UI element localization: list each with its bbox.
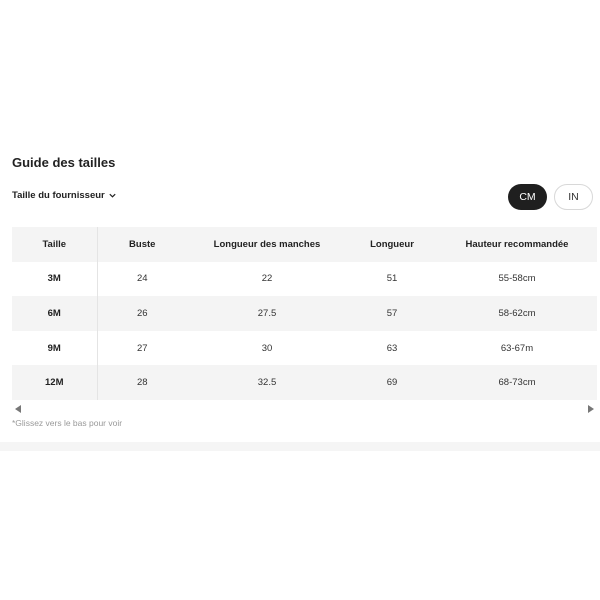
table-cell-size: 12M bbox=[12, 365, 97, 400]
scroll-hint: *Glissez vers le bas pour voir bbox=[12, 418, 123, 428]
size-table bbox=[12, 227, 598, 400]
unit-cm-button[interactable]: CM bbox=[508, 184, 547, 210]
table-cell-recommended-height: 63-67m bbox=[500, 342, 534, 354]
table-cell-sleeve-length: 22 bbox=[261, 273, 273, 285]
table-cell-recommended-height: 55-58cm bbox=[498, 273, 536, 285]
table-cell-size: 6M bbox=[12, 296, 97, 331]
column-header-recommended-height: Hauteur recommandée bbox=[437, 227, 597, 262]
table-cell-recommended-height: 68-73cm bbox=[437, 365, 597, 400]
section-divider bbox=[0, 442, 600, 451]
caret-right-icon[interactable] bbox=[587, 401, 595, 411]
table-cell-bust: 26 bbox=[97, 296, 187, 331]
table-cell-sleeve-length: 30 bbox=[261, 342, 273, 354]
column-header-size: Taille bbox=[12, 227, 97, 262]
table-row bbox=[12, 262, 597, 297]
column-header-length: Longueur bbox=[347, 227, 437, 262]
table-cell-sleeve-length: 27.5 bbox=[187, 296, 347, 331]
table-cell-length: 57 bbox=[347, 296, 437, 331]
table-cell-bust: 24 bbox=[136, 273, 148, 285]
table-cell-size: 3M bbox=[12, 262, 97, 297]
unit-in-button[interactable]: IN bbox=[554, 184, 593, 210]
column-header-sleeve-length: Longueur des manches bbox=[187, 227, 347, 262]
supplier-size-label: Taille du fournisseur bbox=[12, 190, 105, 201]
caret-left-icon[interactable] bbox=[14, 401, 22, 411]
table-header-row bbox=[12, 227, 597, 262]
table-cell-bust: 28 bbox=[97, 365, 187, 400]
table-row bbox=[12, 365, 597, 400]
column-header-bust: Buste bbox=[97, 227, 187, 262]
size-guide-title: Guide des tailles bbox=[12, 155, 116, 170]
table-row bbox=[12, 296, 597, 331]
table-cell-size: 9M bbox=[12, 331, 97, 366]
supplier-size-dropdown[interactable] bbox=[12, 190, 117, 201]
table-cell-recommended-height: 58-62cm bbox=[437, 296, 597, 331]
table-cell-bust: 27 bbox=[136, 342, 148, 354]
table-cell-length: 69 bbox=[347, 365, 437, 400]
unit-toggle bbox=[508, 184, 593, 210]
table-cell-length: 51 bbox=[386, 273, 398, 285]
chevron-down-icon bbox=[108, 191, 117, 200]
table-cell-length: 63 bbox=[386, 342, 398, 354]
table-row bbox=[12, 331, 597, 366]
table-cell-sleeve-length: 32.5 bbox=[187, 365, 347, 400]
